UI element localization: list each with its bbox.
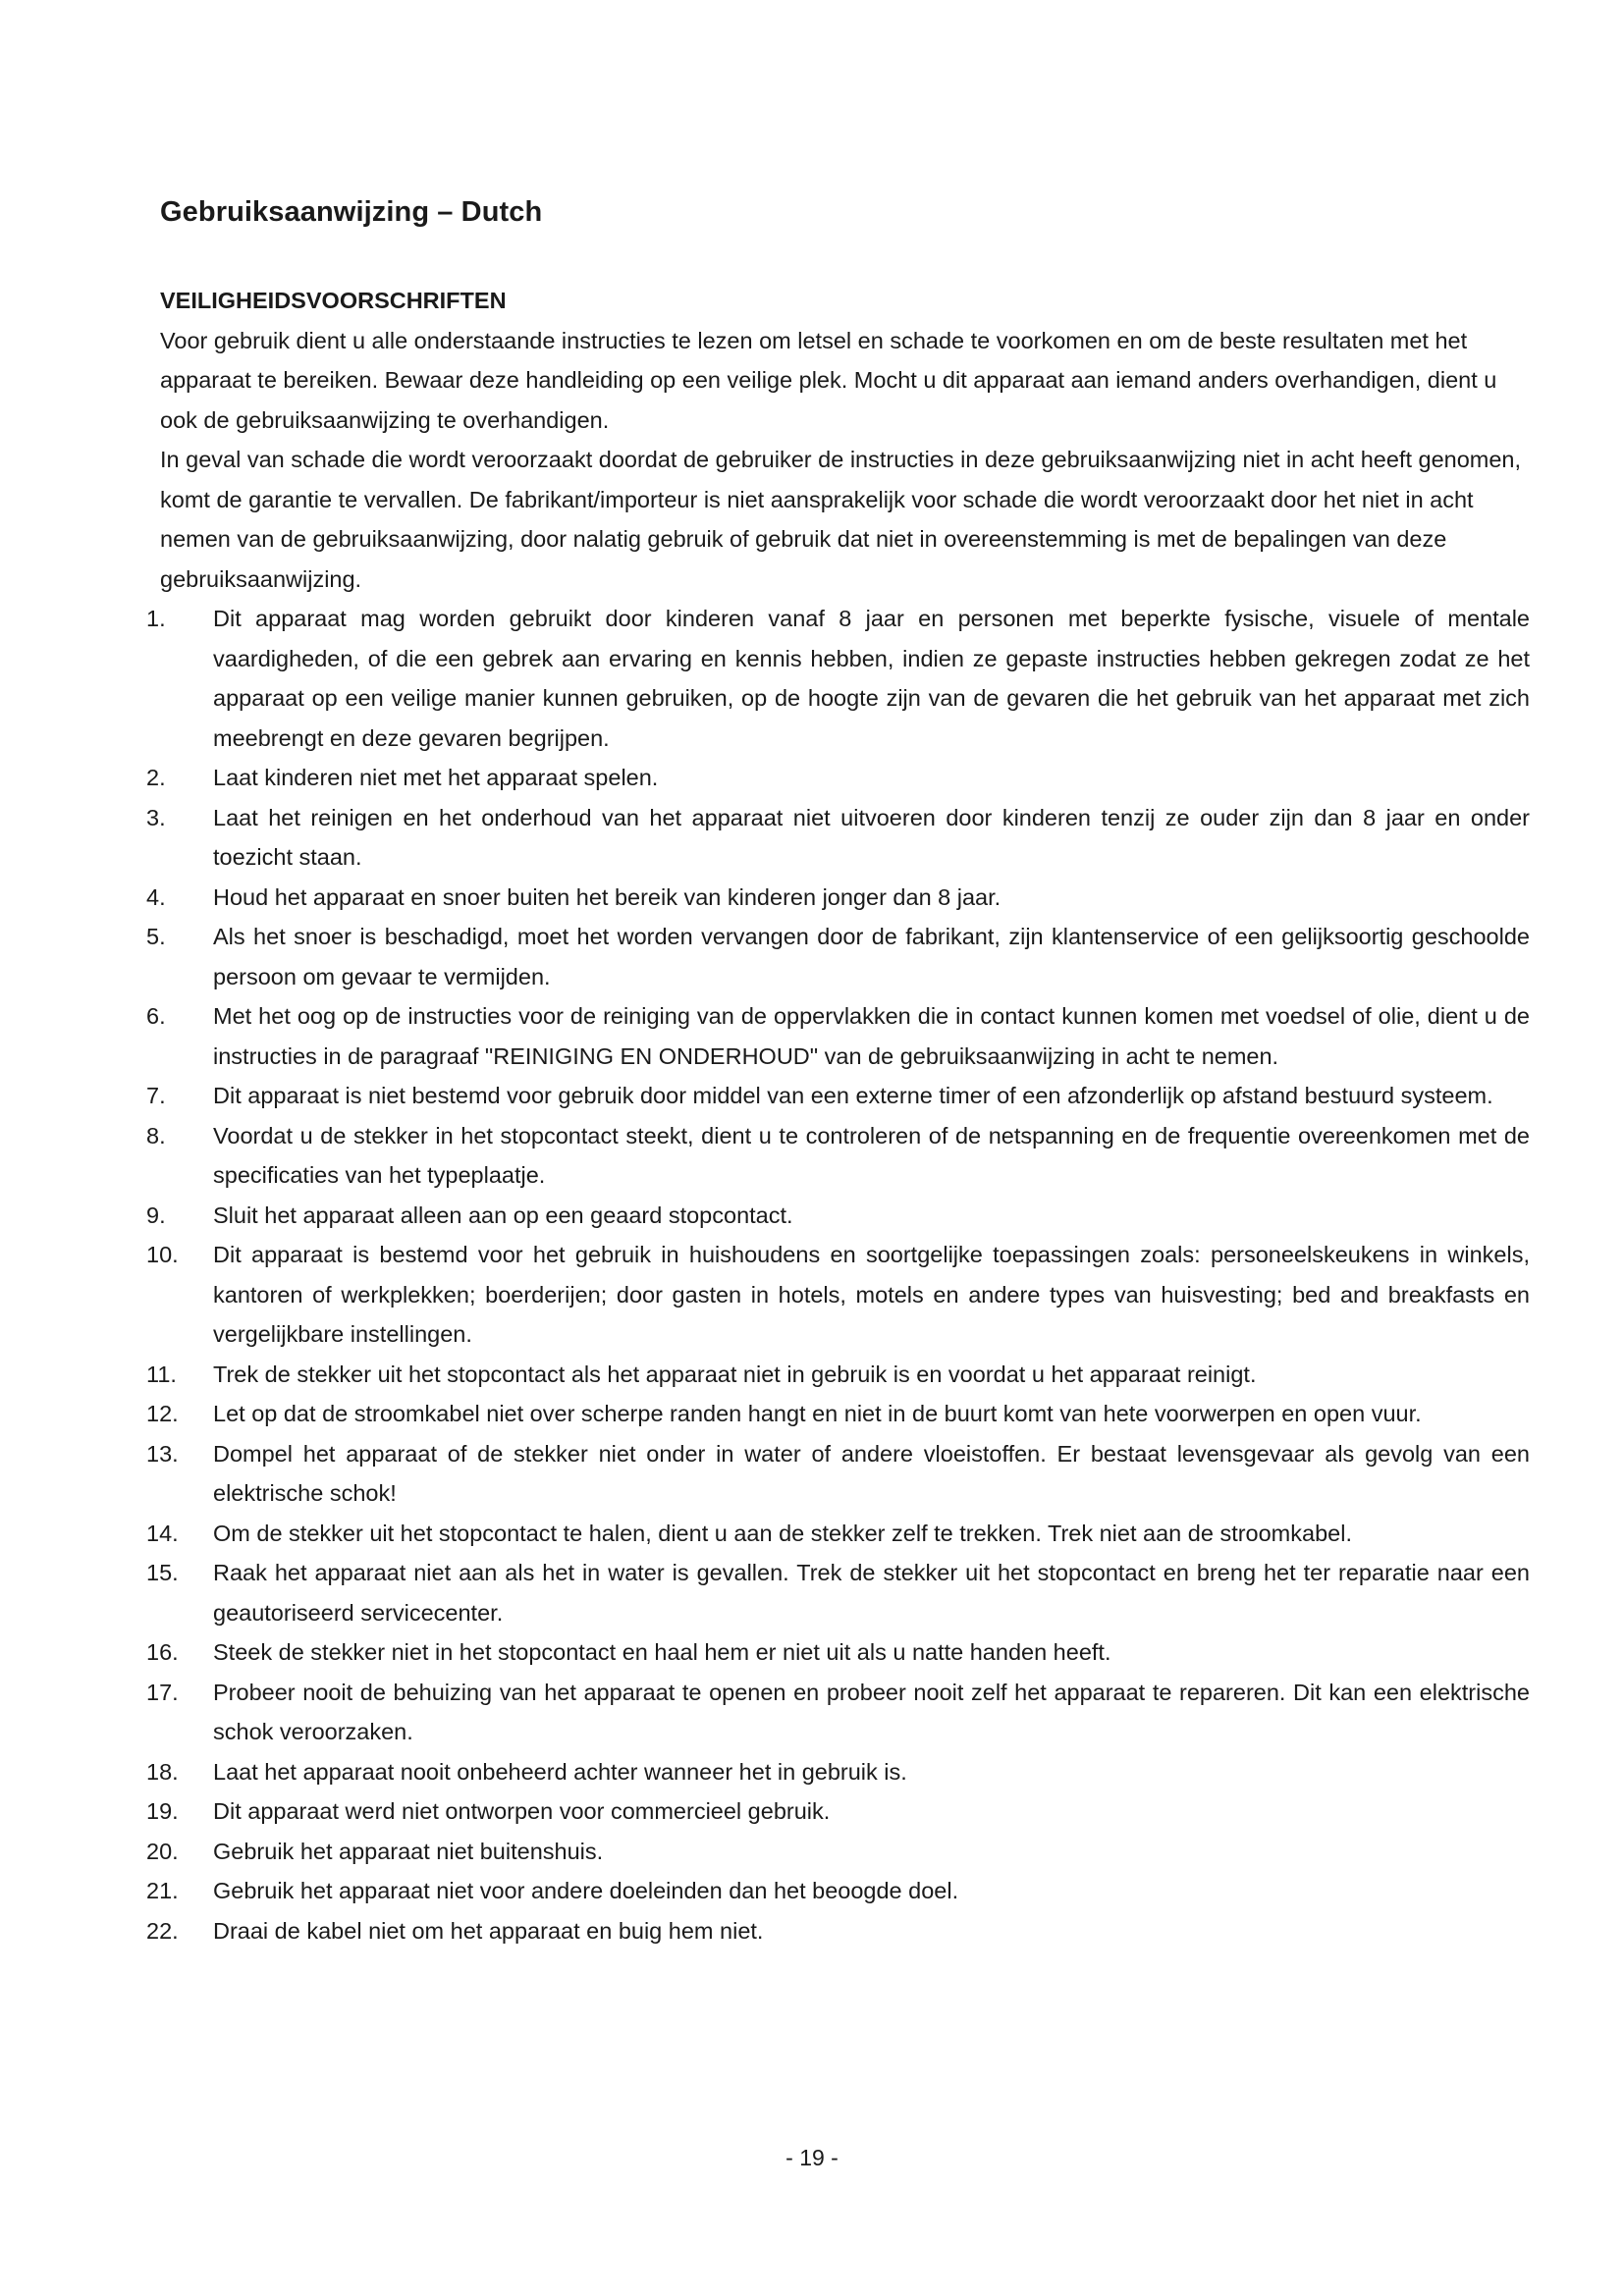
item-number: 22. bbox=[146, 1917, 179, 1944]
item-number: 5. bbox=[146, 924, 166, 949]
item-number: 6. bbox=[146, 1003, 166, 1029]
item-text: Met het oog op de instructies voor de reiniging van de oppervlakken die in contact kunnen komen met voedsel of olie, dient u de instructies in de paragraaf "REINIGING EN ONDERHOUD" van de gebruiksaanwijzing in acht te nemen. bbox=[213, 1003, 1530, 1069]
intro-paragraph: In geval van schade die wordt veroorzaakt doordat de gebruiker de instructies in deze gebruiksaanwijzing niet in acht heeft genomen, komt de garantie te vervallen. De fabrikant/importeur is niet aansprakelijk voor schade die wordt veroorzaakt door het niet in acht nemen van de gebruiksaanwijzing, door nalatig gebruik of gebruik dat niet in overeenstemming is met de bepalingen van deze gebruiksaanwijzing. bbox=[160, 447, 1522, 592]
item-number: 12. bbox=[146, 1401, 179, 1426]
item-text: Draai de kabel niet om het apparaat en buig hem niet. bbox=[213, 1917, 764, 1944]
item-number: 4. bbox=[146, 883, 166, 910]
item-number: 15. bbox=[146, 1560, 179, 1585]
list-item bbox=[146, 1752, 1530, 1792]
item-number: 16. bbox=[146, 1639, 179, 1665]
item-number: 8. bbox=[146, 1122, 166, 1148]
list-item bbox=[146, 1355, 1530, 1395]
item-text: Dit apparaat werd niet ontworpen voor commercieel gebruik. bbox=[213, 1798, 831, 1824]
list-item bbox=[146, 1196, 1530, 1236]
list-item bbox=[146, 1076, 1530, 1116]
item-number: 18. bbox=[146, 1758, 179, 1785]
item-text: Dompel het apparaat of de stekker niet onder in water of andere vloeistoffen. Er bestaat levensgevaar als gevolg van een elektrische schok! bbox=[213, 1440, 1530, 1506]
item-number: 11. bbox=[146, 1361, 177, 1387]
list-item bbox=[146, 1871, 1530, 1911]
item-text: Dit apparaat is bestemd voor het gebruik in huishoudens en soortgelijke toepassingen zoals: personeelskeukens in winkels, kantoren of werkplekken; boerderijen; door gasten in hotels, motels en andere types van huisvesting; bed and breakfasts en vergelijkbare instellingen. bbox=[213, 1242, 1530, 1347]
item-text: Probeer nooit de behuizing van het apparaat te openen en probeer nooit zelf het apparaat te repareren. Dit kan een elektrische schok veroorzaken. bbox=[213, 1679, 1530, 1744]
document-title: Gebruiksaanwijzing – Dutch bbox=[160, 196, 543, 228]
item-number: 14. bbox=[146, 1520, 179, 1546]
item-number: 20. bbox=[146, 1838, 179, 1864]
list-item bbox=[146, 917, 1530, 996]
item-text: Gebruik het apparaat niet voor andere doeleinden dan het beoogde doel. bbox=[213, 1878, 959, 1903]
page-number: - 19 - bbox=[785, 2145, 839, 2170]
item-text: Trek de stekker uit het stopcontact als het apparaat niet in gebruik is en voordat u het apparaat reinigt. bbox=[213, 1361, 1257, 1387]
list-item bbox=[146, 1832, 1530, 1872]
list-item bbox=[146, 1434, 1530, 1514]
item-text: Om de stekker uit het stopcontact te halen, dient u aan de stekker zelf te trekken. Trek niet aan de stroomkabel. bbox=[213, 1520, 1352, 1546]
item-text: Dit apparaat is niet bestemd voor gebruik door middel van een externe timer of een afzonderlijk op afstand bestuurd systeem. bbox=[213, 1083, 1493, 1108]
intro-paragraph: Voor gebruik dient u alle onderstaande instructies te lezen om letsel en schade te voorkomen en om de beste resultaten met het apparaat te bereiken. Bewaar deze handleiding op een veilige plek. Mocht u dit apparaat aan iemand anders overhandigen, dient u ook de gebruiksaanwijzing te overhandigen. bbox=[160, 327, 1497, 433]
list-item bbox=[146, 1673, 1530, 1752]
item-text: Gebruik het apparaat niet buitenshuis. bbox=[213, 1838, 604, 1864]
item-text: Dit apparaat mag worden gebruikt door kinderen vanaf 8 jaar en personen met beperkte fysische, visuele of mentale vaardigheden, of die een gebrek aan ervaring en kennis hebben, indien ze gepaste instructies hebben gekregen zodat ze het apparaat op een veilige manier kunnen gebruiken, op de hoogte zijn van de gevaren die het gebruik van het apparaat met zich meebrengt en deze gevaren begrijpen. bbox=[213, 606, 1530, 751]
list-item bbox=[146, 1116, 1530, 1196]
item-text: Houd het apparaat en snoer buiten het bereik van kinderen jonger dan 8 jaar. bbox=[213, 883, 1001, 910]
list-item bbox=[146, 1791, 1530, 1832]
item-number: 2. bbox=[146, 765, 166, 790]
item-text: Laat het apparaat nooit onbeheerd achter wanneer het in gebruik is. bbox=[213, 1758, 907, 1785]
item-text: Sluit het apparaat alleen aan op een geaard stopcontact. bbox=[213, 1201, 793, 1228]
item-number: 1. bbox=[146, 606, 166, 631]
list-item bbox=[146, 1394, 1530, 1434]
list-item bbox=[146, 1553, 1530, 1632]
safety-rules-list bbox=[146, 599, 1530, 1950]
item-number: 9. bbox=[146, 1201, 166, 1228]
item-text: Let op dat de stroomkabel niet over scherpe randen hangt en niet in de buurt komt van hete voorwerpen en open vuur. bbox=[213, 1401, 1422, 1426]
item-text: Voordat u de stekker in het stopcontact steekt, dient u te controleren of de netspanning en de frequentie overeenkomen met de specificaties van het typeplaatje. bbox=[213, 1122, 1530, 1188]
item-text: Als het snoer is beschadigd, moet het worden vervangen door de fabrikant, zijn klantenservice of een gelijksoortig geschoolde persoon om gevaar te vermijden. bbox=[213, 924, 1530, 989]
item-number: 19. bbox=[146, 1798, 179, 1824]
item-text: Laat kinderen niet met het apparaat spelen. bbox=[213, 765, 659, 790]
item-text: Steek de stekker niet in het stopcontact en haal hem er niet uit als u natte handen heeft. bbox=[213, 1639, 1111, 1665]
list-item bbox=[146, 798, 1530, 878]
list-item bbox=[146, 1235, 1530, 1355]
item-number: 7. bbox=[146, 1083, 166, 1108]
list-item bbox=[146, 758, 1530, 798]
item-text: Raak het apparaat niet aan als het in water is gevallen. Trek de stekker uit het stopcontact en breng het ter reparatie naar een geautoriseerd servicecenter. bbox=[213, 1560, 1530, 1626]
list-item bbox=[146, 1632, 1530, 1673]
list-item bbox=[146, 996, 1530, 1076]
item-number: 17. bbox=[146, 1679, 179, 1705]
item-number: 13. bbox=[146, 1440, 179, 1467]
document-body bbox=[146, 281, 1530, 1950]
item-number: 3. bbox=[146, 804, 166, 830]
item-number: 10. bbox=[146, 1242, 179, 1267]
item-text: Laat het reinigen en het onderhoud van het apparaat niet uitvoeren door kinderen tenzij ze ouder zijn dan 8 jaar en onder toezicht staan. bbox=[213, 804, 1530, 870]
list-item bbox=[146, 1911, 1530, 1951]
item-number: 21. bbox=[146, 1878, 179, 1903]
list-item bbox=[146, 1514, 1530, 1554]
section-heading: VEILIGHEIDSVOORSCHRIFTEN bbox=[160, 288, 507, 313]
list-item bbox=[146, 599, 1530, 758]
list-item bbox=[146, 878, 1530, 918]
